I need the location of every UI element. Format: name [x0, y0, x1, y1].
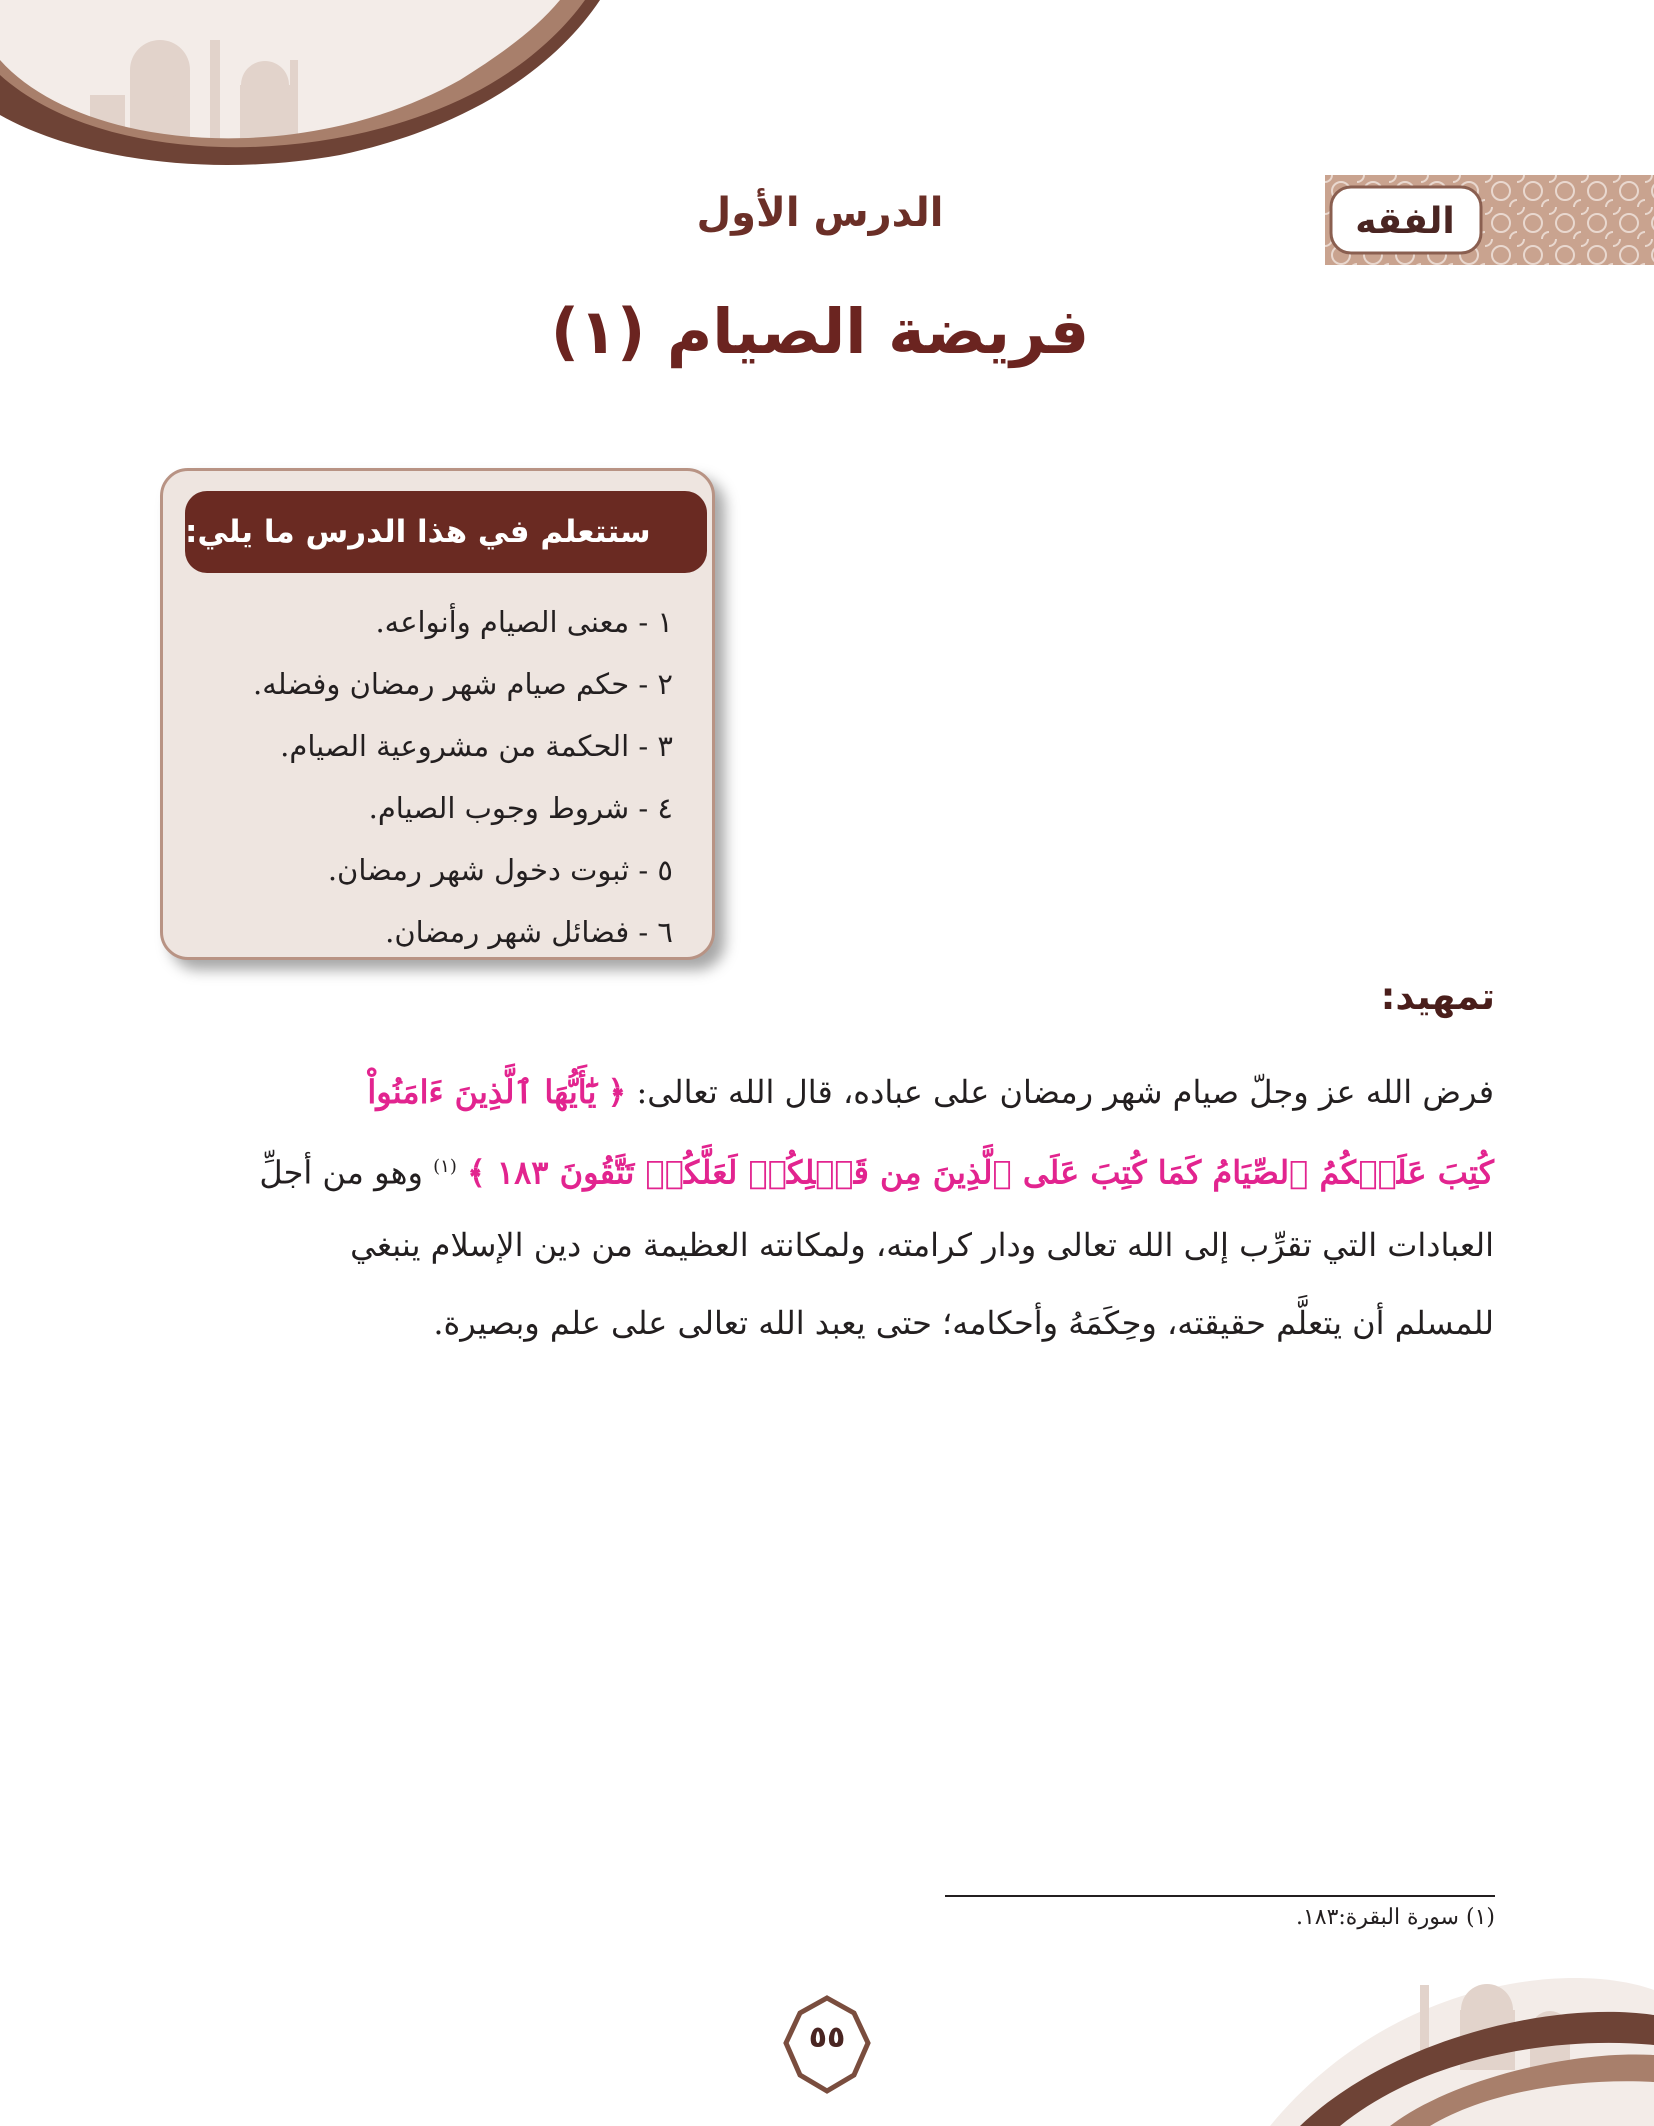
intro-line-1-text: فرض الله عز وجلّ صيام شهر رمضان على عباده، قال الله تعالى:	[636, 1073, 1494, 1111]
subject-label: الفقه	[1355, 200, 1455, 242]
top-decoration-mosque-icon	[0, 0, 600, 170]
objective-item: ٦ - فضائل شهر رمضان.	[385, 915, 673, 949]
objective-item: ٢ - حكم صيام شهر رمضان وفضله.	[253, 667, 673, 701]
intro-heading: تمهيد:	[1380, 975, 1495, 1018]
intro-line-2	[259, 1142, 1494, 1198]
intro-line-2-text: وهو من أجلِّ	[259, 1153, 423, 1192]
footnote: (١) سورة البقرة:١٨٣.	[1295, 1905, 1495, 1930]
objective-item: ٥ - ثبوت دخول شهر رمضان.	[327, 853, 673, 887]
lesson-number: الدرس الأول	[696, 190, 944, 236]
footnote-divider	[945, 1895, 1495, 1897]
intro-line-4: للمسلم أن يتعلَّم حقيقته، وحِكَمَهُ وأحكامه؛ حتى يعبد الله تعالى على علم وبصيرة.	[433, 1304, 1494, 1342]
page-number: ٥٥	[808, 2020, 846, 2055]
objectives-box	[160, 468, 715, 960]
footnote-marker: (١)	[433, 1156, 457, 1177]
intro-line-3: العبادات التي تقرِّب إلى الله تعالى ودار كرامته، ولمكانته العظيمة من دين الإسلام ينبغي	[350, 1226, 1494, 1264]
quran-verse-part-1: ﴿ يَٰٓأَيُّهَا ٱلَّذِينَ ءَامَنُواْ	[367, 1073, 627, 1111]
quran-verse-part-2: كُتِبَ عَلَيۡكُمُ ٱلصِّيَامُ كَمَا كُتِبَ عَلَى ٱلَّذِينَ مِن قَبۡلِكُمۡ لَعَلَّكُمۡ تَتَّقُونَ ١٨٣ ﴾	[467, 1153, 1494, 1192]
objective-item: ١ - معنى الصيام وأنواعه.	[375, 605, 673, 639]
intro-line-1	[367, 1067, 1494, 1117]
objectives-heading: ستتعلم في هذا الدرس ما يلي:	[185, 491, 707, 573]
lesson-title: فريضة الصيام (١)	[550, 295, 1090, 368]
objectives-list	[183, 591, 673, 963]
objective-item: ٣ - الحكمة من مشروعية الصيام.	[280, 729, 673, 763]
objective-item: ٤ - شروط وجوب الصيام.	[368, 791, 673, 825]
bottom-decoration-mosque-icon	[1190, 1960, 1654, 2126]
